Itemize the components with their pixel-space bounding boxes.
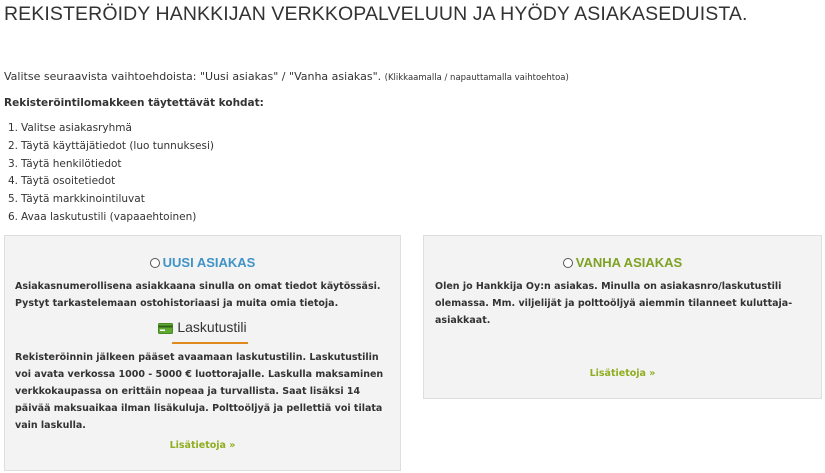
step-text: Täytä käyttäjätiedot (luo tunnuksesi)	[21, 139, 214, 152]
list-item	[8, 209, 214, 227]
new-customer-title[interactable]: UUSI ASIAKAS	[162, 255, 256, 270]
list-item	[8, 156, 214, 174]
list-item	[8, 191, 214, 209]
step-number: 6.	[8, 210, 19, 223]
step-text: Täytä henkilötiedot	[21, 157, 122, 170]
existing-customer-more-info-link[interactable]: Lisätietoja »	[589, 368, 656, 379]
step-number: 4.	[8, 175, 19, 188]
intro-text	[4, 70, 569, 83]
new-customer-description: Asiakasnumerollisena asiakkaana sinulla on omat tiedot käytössäsi. Pystyt tarkastelemaan ostohistoriaasi ja muita omia tietoja.	[15, 281, 381, 309]
heading-underline	[172, 342, 248, 344]
billing-account-heading	[5, 319, 400, 337]
step-number: 3.	[8, 157, 19, 170]
step-text: Valitse asiakasryhmä	[21, 122, 132, 134]
new-customer-option[interactable]	[5, 255, 400, 270]
list-item	[8, 120, 214, 138]
radio-button-new-customer[interactable]	[150, 258, 160, 268]
billing-account-title: Laskutustili	[177, 319, 247, 335]
step-number: 5.	[8, 193, 19, 206]
page-title: REKISTERÖIDY HANKKIJAN VERKKOPALVELUUN JA HYÖDY ASIAKASEDUISTA.	[4, 3, 748, 25]
billing-account-description: Rekisteröinnin jälkeen pääset avaamaan laskutustilin. Laskutustilin voi avata verkossa 1000 - 5000 € luottorajalle. Laskulla maksaminen verkkokaupassa on erittäin nopeaa ja turvallista. Saat lisäksi 14 päivää maksuaikaa ilman lisäkuluja. Polttoöljyä ja pellettiä voi tilata vain laskulla.	[15, 352, 384, 431]
new-customer-card[interactable]	[4, 235, 401, 471]
step-text: Täytä markkinointiluvat	[21, 193, 145, 206]
list-item	[8, 138, 214, 156]
list-item	[8, 173, 214, 191]
radio-button-existing-customer[interactable]	[563, 258, 573, 268]
intro-hint: (Klikkaamalla / napauttamalla vaihtoehtoa)	[384, 73, 569, 83]
step-number: 2.	[8, 139, 19, 152]
steps-list	[8, 120, 214, 227]
existing-customer-title[interactable]: VANHA ASIAKAS	[575, 255, 683, 270]
existing-customer-option[interactable]	[424, 255, 821, 270]
credit-card-icon	[158, 321, 173, 337]
step-text: Täytä osoitetiedot	[21, 175, 116, 188]
existing-customer-description: Olen jo Hankkija Oy:n asiakas. Minulla on asiakasnro/laskutustili olemassa. Mm. viljelijät ja polttoöljyä aiemmin tilanneet kuluttaja-asiakkaat.	[435, 281, 793, 326]
intro-instruction: Valitse seuraavista vaihtoehdoista: "Uusi asiakas" / "Vanha asiakas".	[4, 70, 385, 83]
new-customer-more-info-link[interactable]: Lisätietoja »	[169, 440, 236, 451]
step-text: Avaa laskutustili (vapaaehtoinen)	[21, 210, 197, 223]
form-heading: Rekisteröintilomakkeen täytettävät kohdat:	[4, 97, 264, 109]
existing-customer-card[interactable]	[423, 235, 822, 399]
step-number: 1.	[8, 122, 19, 134]
